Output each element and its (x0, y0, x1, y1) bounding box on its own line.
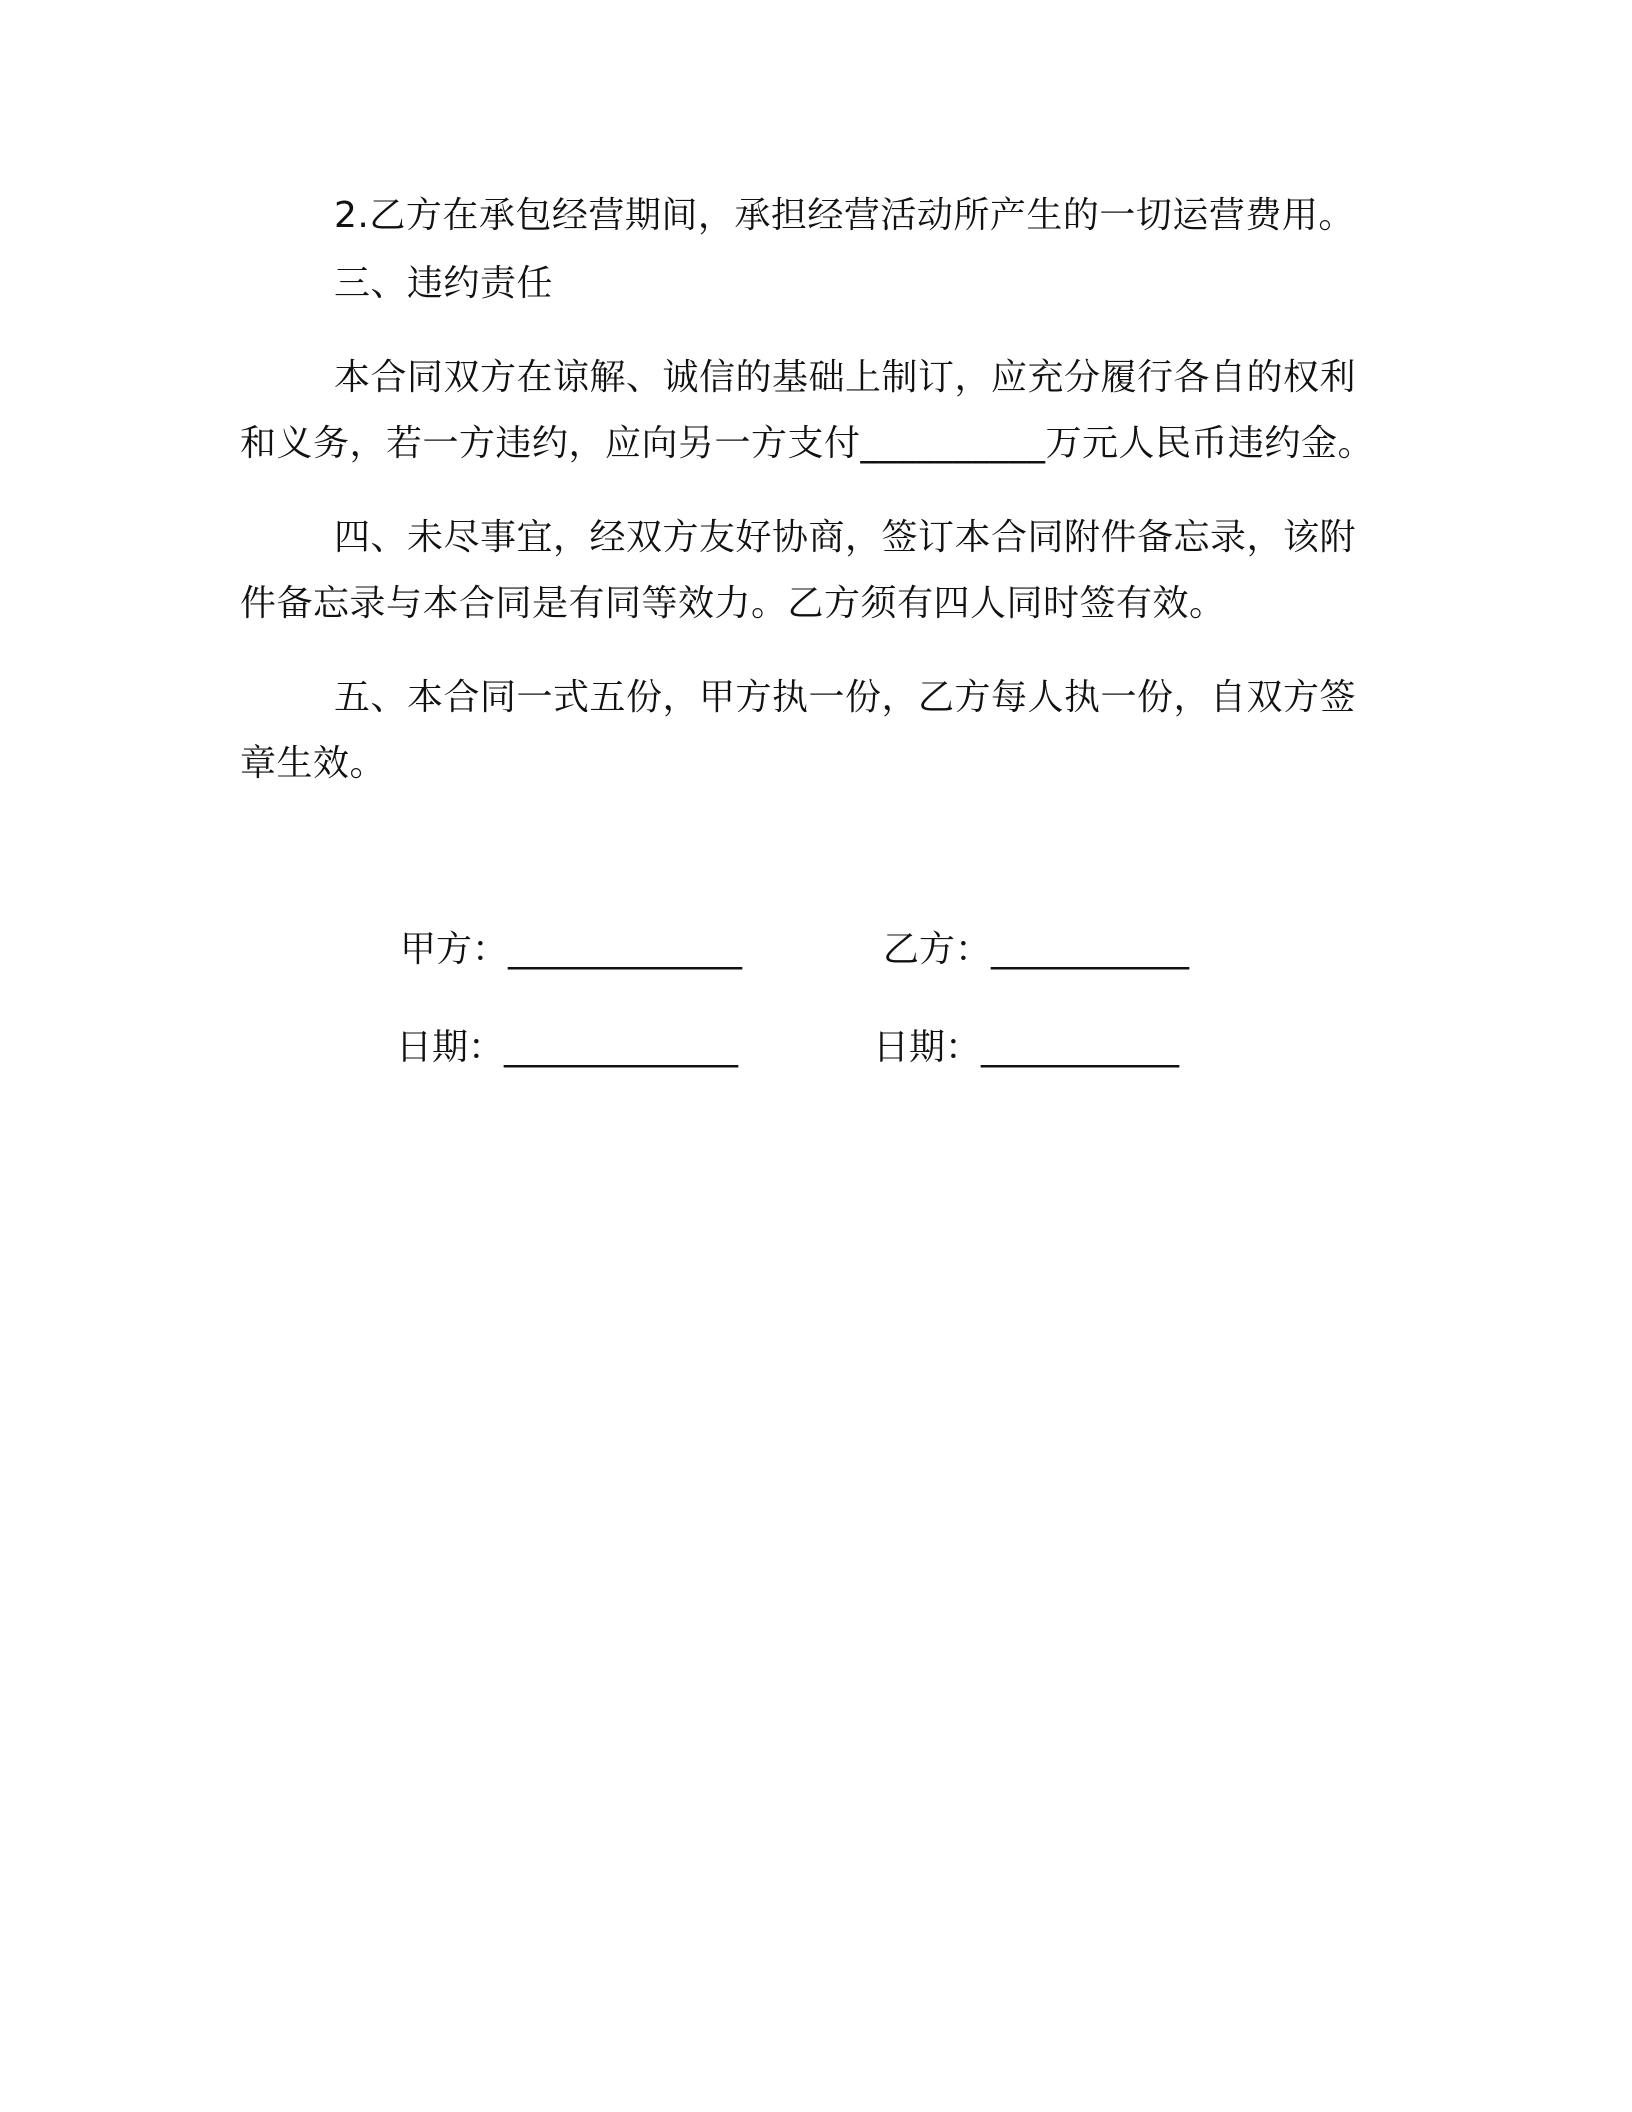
clause-2-line: 2.乙方在承包经营期间，承担经营活动所产生的一切运营费用。 (334, 195, 1355, 236)
section-3-heading: 三、违约责任 (334, 263, 554, 304)
breach-paragraph-line-1: 本合同双方在谅解、诚信的基础上制订，应充分履行各自的权利 (334, 357, 1357, 398)
section-5-line-2: 章生效。 (240, 743, 387, 784)
section-5-line-1: 五、本合同一式五份，甲方执一份，乙方每人执一份，自双方签 (334, 677, 1357, 718)
party-a-date: 日期：_____________ (396, 1027, 739, 1068)
section-4-line-1: 四、未尽事宜，经双方友好协商，签订本合同附件备忘录，该附 (334, 517, 1357, 558)
party-a-signature: 甲方：_____________ (400, 929, 743, 970)
section-4-line-2: 件备忘录与本合同是有同等效力。乙方须有四人同时签有效。 (240, 583, 1226, 624)
party-b-signature: 乙方：___________ (883, 929, 1190, 970)
party-b-date: 日期：___________ (873, 1027, 1180, 1068)
breach-paragraph-line-2: 和义务，若一方违约，应向另一方支付__________万元人民币违约金。 (240, 423, 1375, 464)
